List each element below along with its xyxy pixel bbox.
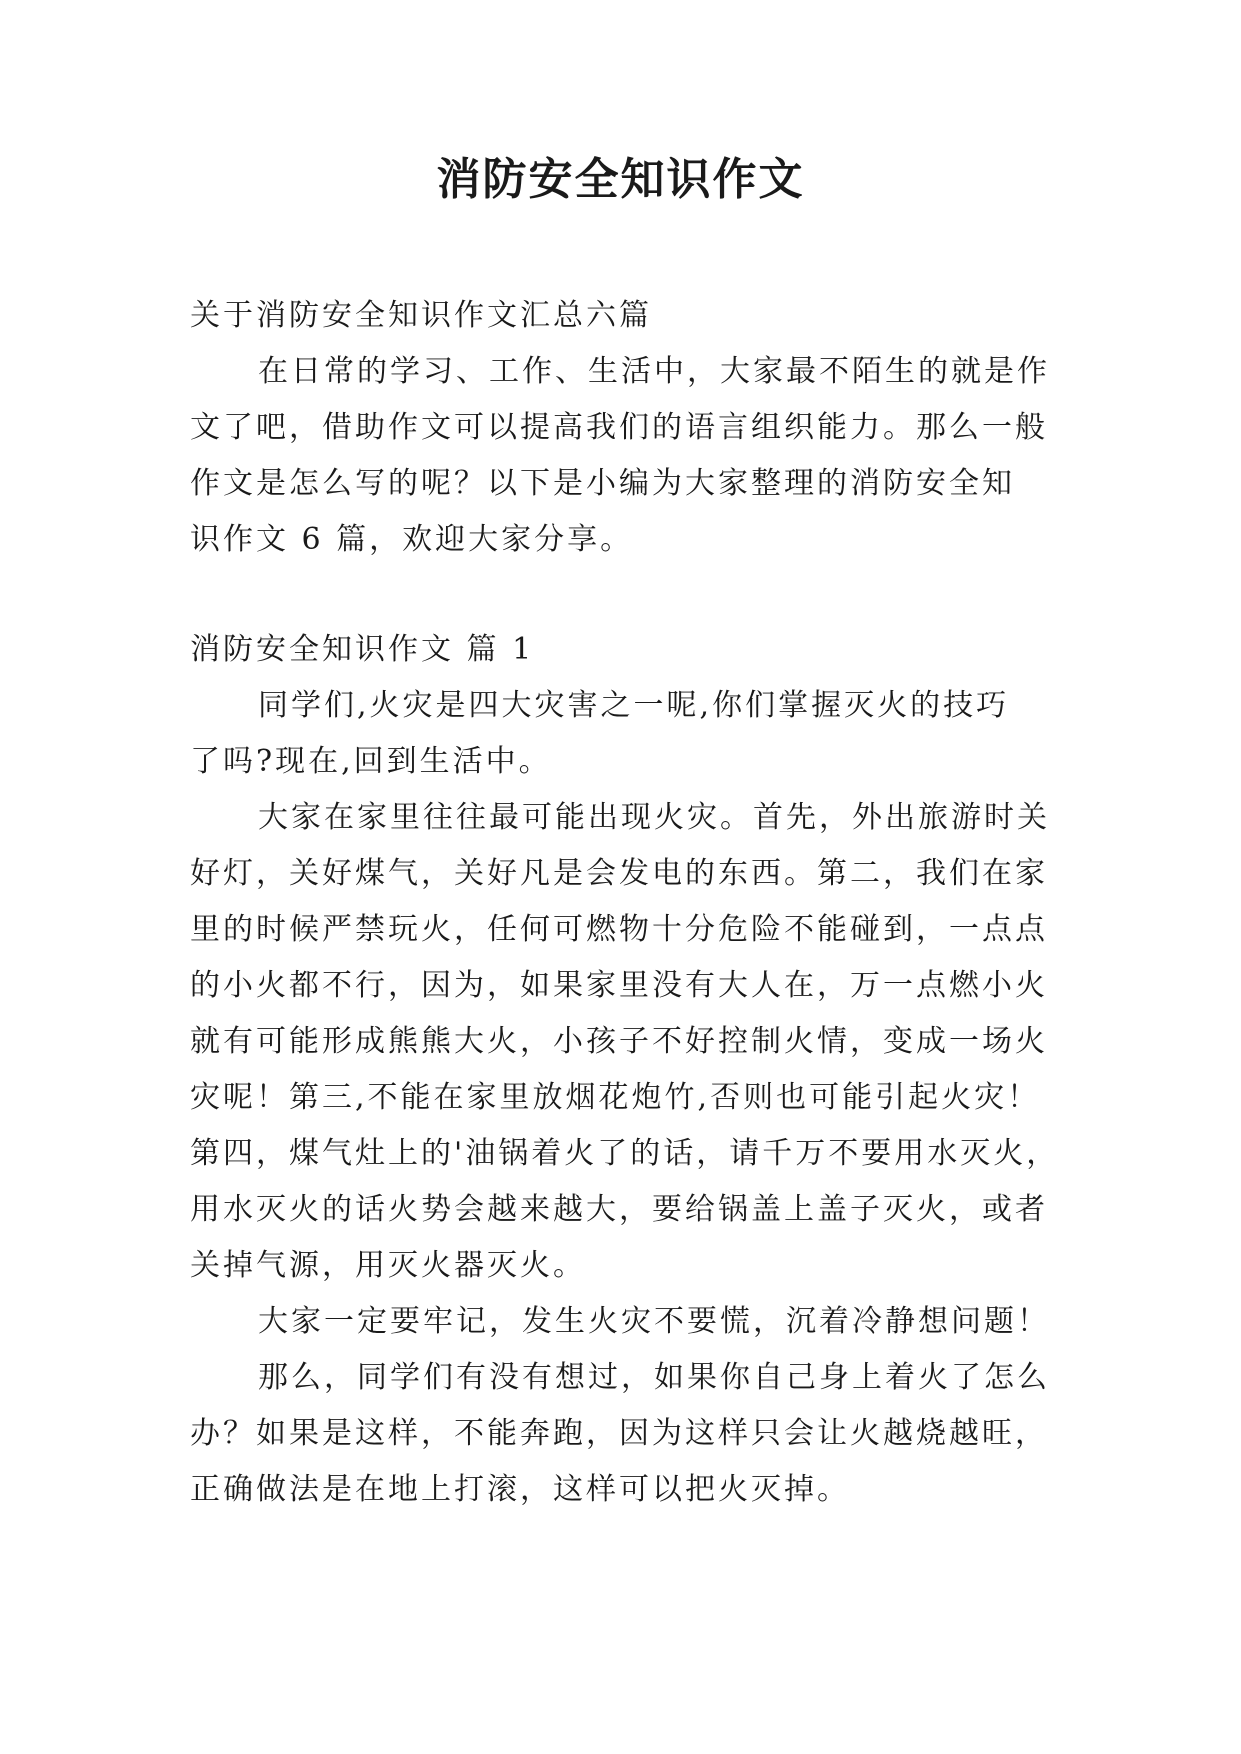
paragraph-line: 的小火都不行，因为，如果家里没有大人在，万一点燃小火 bbox=[190, 968, 1048, 1003]
paragraph-line: 识作文 6 篇，欢迎大家分享。 bbox=[190, 522, 634, 557]
section-spacer bbox=[190, 568, 1050, 622]
paragraph-line: 里的时候严禁玩火，任何可燃物十分危险不能碰到，一点点 bbox=[190, 912, 1048, 947]
paragraph-line: 第四，煤气灶上的'油锅着火了的话，请千万不要用水灭火， bbox=[190, 1136, 1060, 1171]
paragraph-line: 灾呢！第三,不能在家里放烟花炮竹,否则也可能引起火灾！ bbox=[190, 1080, 1041, 1115]
paragraph-line: 作文是怎么写的呢？以下是小编为大家整理的消防安全知 bbox=[190, 466, 1015, 501]
section-heading: 消防安全知识作文 篇 1 bbox=[190, 632, 535, 667]
section-paragraph-2 bbox=[190, 790, 1060, 1294]
section-paragraph-1 bbox=[190, 678, 1050, 790]
paragraph-line: 大家在家里往往最可能出现火灾。首先，外出旅游时关 bbox=[258, 800, 1050, 835]
paragraph-line: 那么，同学们有没有想过，如果你自己身上着火了怎么 bbox=[258, 1360, 1050, 1395]
paragraph-line: 关掉气源，用灭火器灭火。 bbox=[190, 1248, 586, 1283]
paragraph-line: 同学们,火灾是四大灾害之一呢,你们掌握灭火的技巧 bbox=[258, 688, 1010, 723]
paragraph-line: 办？如果是这样，不能奔跑，因为这样只会让火越烧越旺， bbox=[190, 1416, 1048, 1451]
section-paragraph-3 bbox=[190, 1294, 1050, 1350]
paragraph-line: 用水灭火的话火势会越来越大，要给锅盖上盖子灭火，或者 bbox=[190, 1192, 1048, 1227]
intro-heading: 关于消防安全知识作文汇总六篇 bbox=[190, 298, 652, 333]
paragraph-line: 了吗?现在,回到生活中。 bbox=[190, 744, 552, 779]
paragraph-line: 大家一定要牢记，发生火灾不要慌，沉着冷静想问题！ bbox=[258, 1304, 1050, 1339]
paragraph-line: 就有可能形成熊熊大火，小孩子不好控制火情，变成一场火 bbox=[190, 1024, 1048, 1059]
paragraph-line: 好灯，关好煤气，关好凡是会发电的东西。第二，我们在家 bbox=[190, 856, 1048, 891]
page-title: 消防安全知识作文 bbox=[436, 154, 805, 205]
paragraph-line: 文了吧，借助作文可以提高我们的语言组织能力。那么一般 bbox=[190, 410, 1048, 445]
paragraph-line: 正确做法是在地上打滚，这样可以把火灭掉。 bbox=[190, 1472, 850, 1507]
document-body bbox=[190, 288, 1060, 1518]
paragraph-line: 在日常的学习、工作、生活中，大家最不陌生的就是作 bbox=[258, 354, 1050, 389]
section-paragraph-4 bbox=[190, 1350, 1050, 1518]
intro-paragraph bbox=[190, 344, 1050, 568]
